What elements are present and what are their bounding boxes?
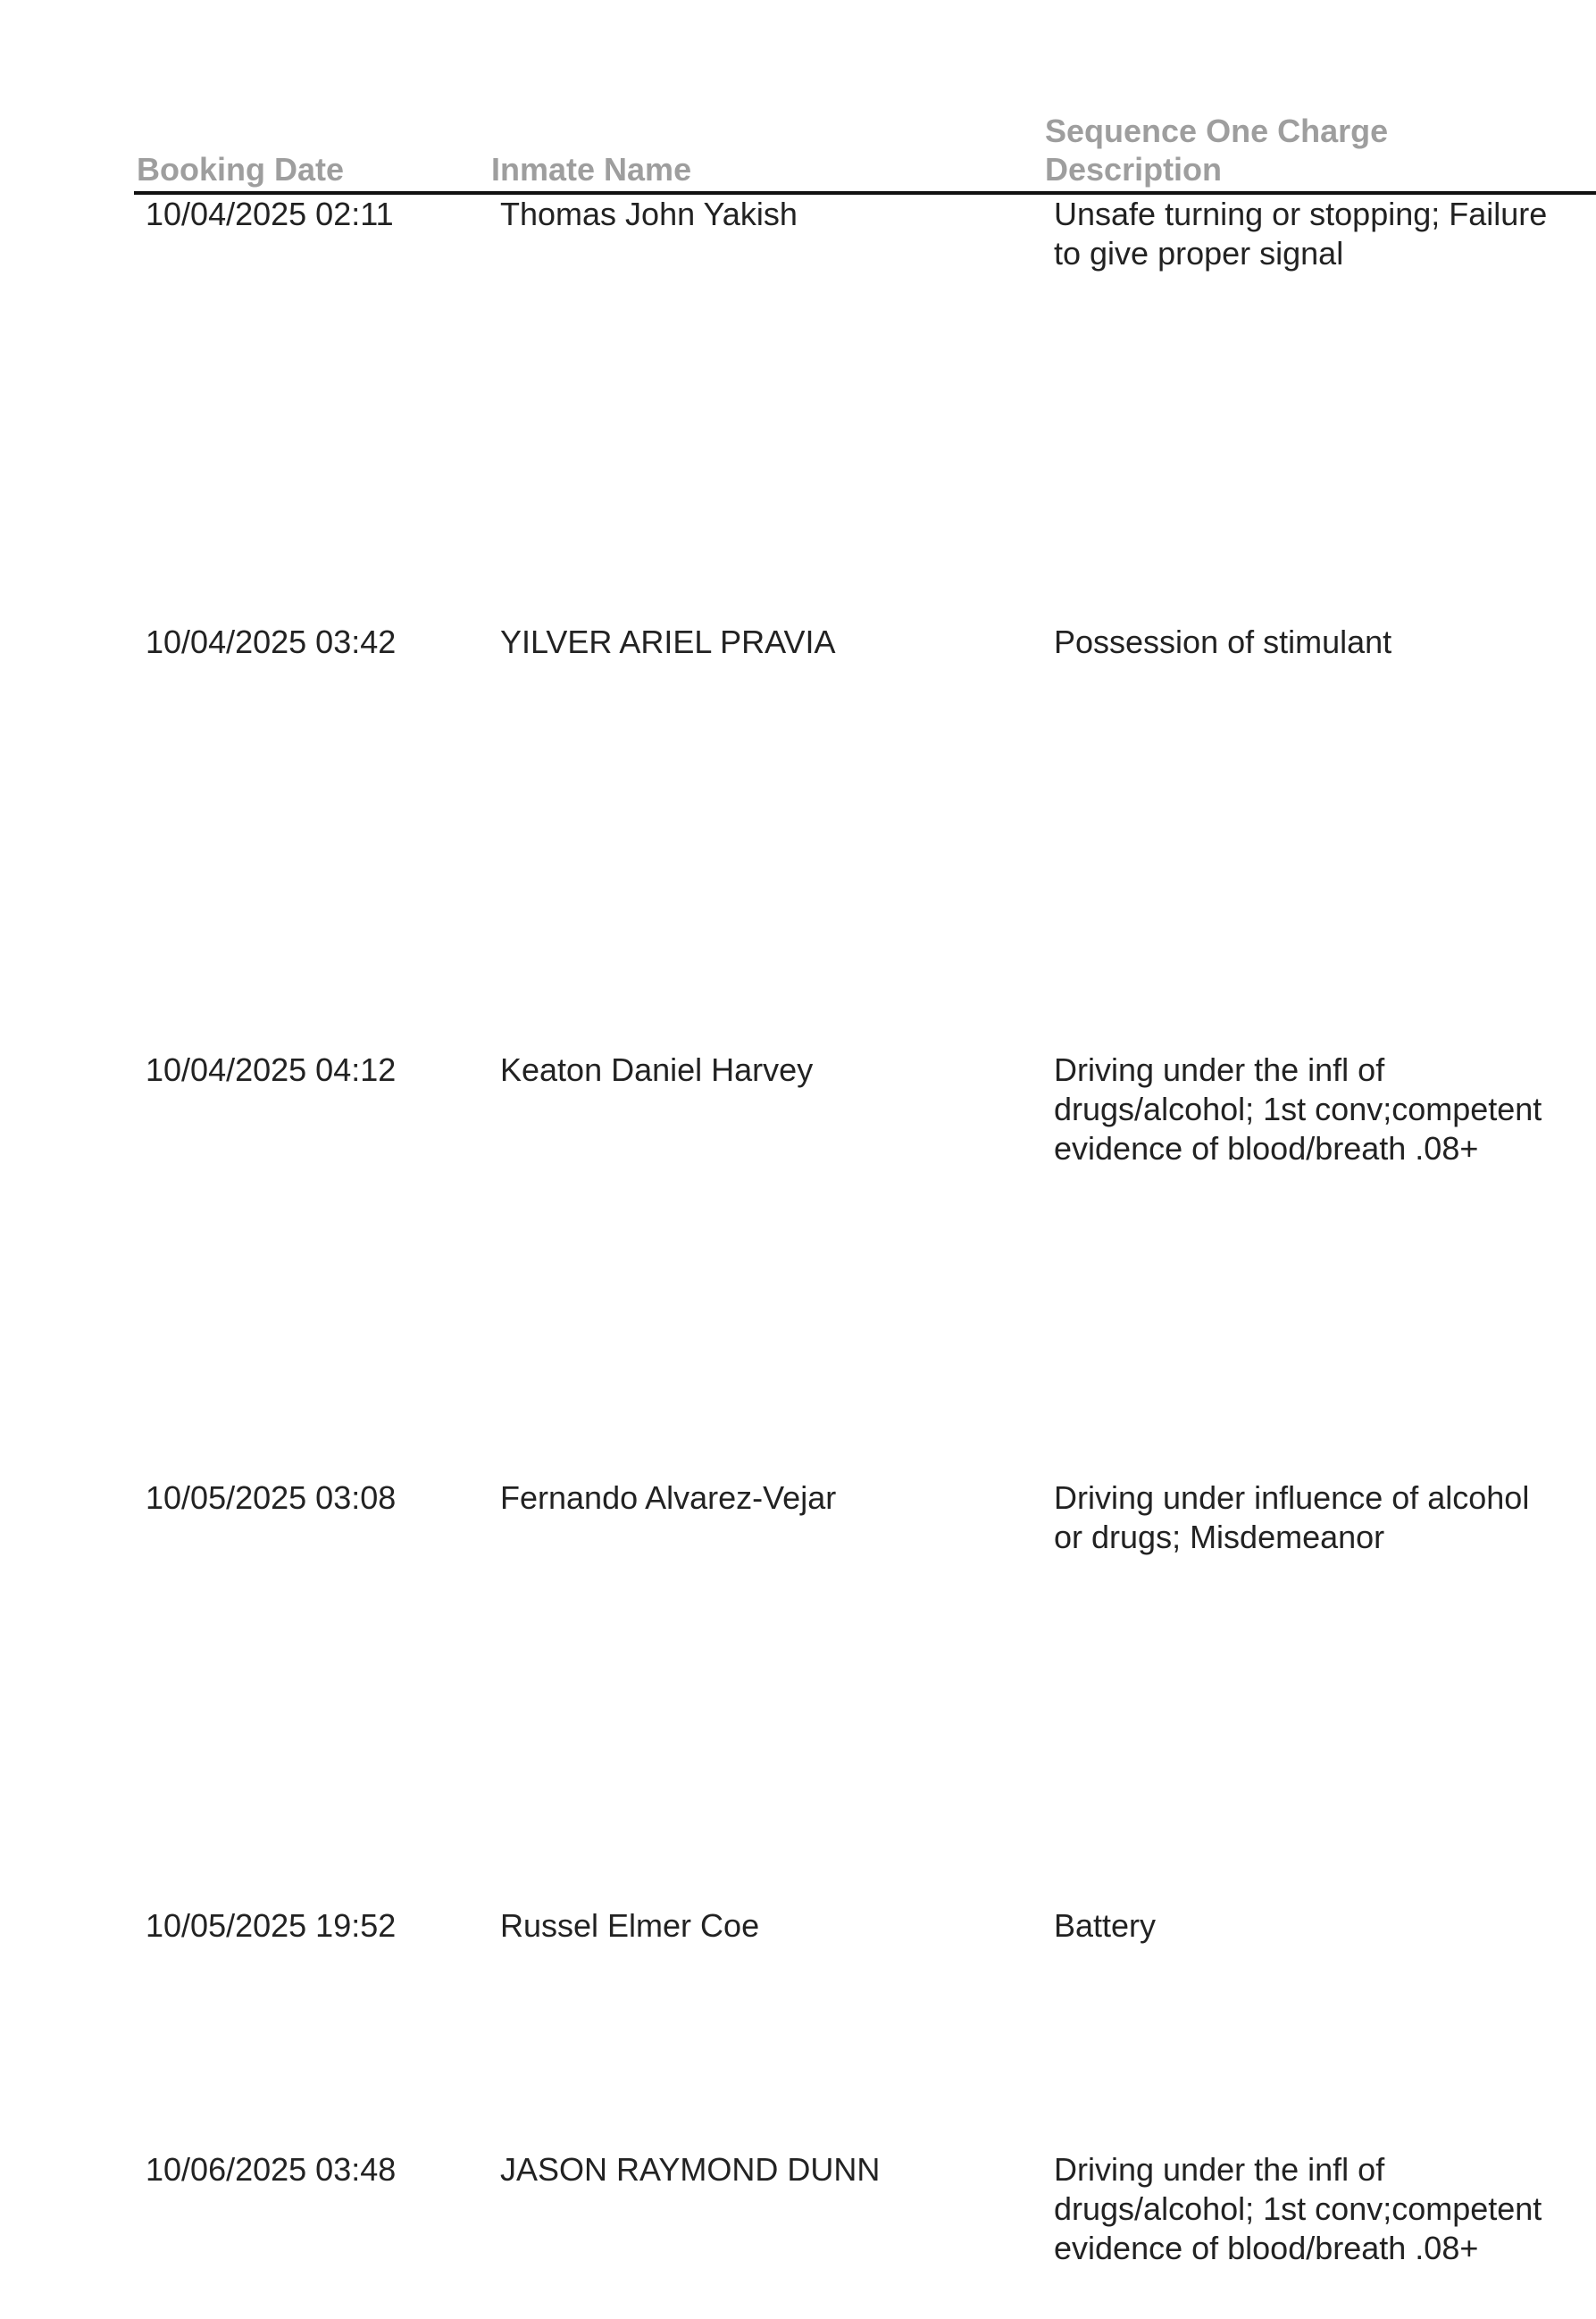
charge-description-cell xyxy=(1054,2150,1590,2268)
booking-date-cell: 10/04/2025 04:12 xyxy=(146,1051,397,1088)
inmate-name-cell: Fernando Alvarez-Vejar xyxy=(500,1479,837,1516)
charge-description-cell xyxy=(1054,1906,1590,1946)
table-header xyxy=(0,0,1596,195)
column-header-charge-line: Sequence One Charge xyxy=(1045,113,1389,149)
charge-description-cell xyxy=(1054,1478,1590,1557)
charge-description-cell xyxy=(1054,1051,1590,1168)
booking-date-cell: 10/04/2025 03:42 xyxy=(146,624,397,660)
charge-line: Battery xyxy=(1054,1907,1157,1944)
column-header-booking-date: Booking Date xyxy=(137,151,345,188)
column-header-charge-line: Description xyxy=(1045,151,1223,188)
charge-line: evidence of blood/breath .08+ xyxy=(1054,1130,1479,1167)
charge-line: Unsafe turning or stopping; Failure xyxy=(1054,196,1548,232)
charge-line: Driving under the infl of xyxy=(1054,1051,1385,1088)
charge-line: to give proper signal xyxy=(1054,235,1344,272)
inmate-name-cell: Keaton Daniel Harvey xyxy=(500,1051,814,1088)
charge-line: evidence of blood/breath .08+ xyxy=(1054,2230,1479,2266)
inmate-name-cell: Russel Elmer Coe xyxy=(500,1907,760,1944)
column-header-inmate-name: Inmate Name xyxy=(491,151,692,188)
column-header-charge-description xyxy=(1045,112,1545,188)
charge-description-cell xyxy=(1054,195,1590,273)
charge-line: Driving under the infl of xyxy=(1054,2151,1385,2188)
booking-date-cell: 10/05/2025 19:52 xyxy=(146,1907,397,1944)
charge-line: Possession of stimulant xyxy=(1054,624,1392,660)
charge-line: Driving under influence of alcohol xyxy=(1054,1479,1530,1516)
inmate-name-cell: JASON RAYMOND DUNN xyxy=(500,2151,881,2188)
inmate-name-cell: YILVER ARIEL PRAVIA xyxy=(500,624,836,660)
booking-date-cell: 10/06/2025 03:48 xyxy=(146,2151,397,2188)
booking-date-cell: 10/05/2025 03:08 xyxy=(146,1479,397,1516)
booking-date-cell: 10/04/2025 02:11 xyxy=(146,196,394,232)
charge-line: or drugs; Misdemeanor xyxy=(1054,1519,1385,1555)
charge-line: drugs/alcohol; 1st conv;competent xyxy=(1054,2190,1542,2227)
charge-description-cell xyxy=(1054,623,1590,662)
inmate-name-cell: Thomas John Yakish xyxy=(500,196,798,232)
charge-line: drugs/alcohol; 1st conv;competent xyxy=(1054,1091,1542,1127)
